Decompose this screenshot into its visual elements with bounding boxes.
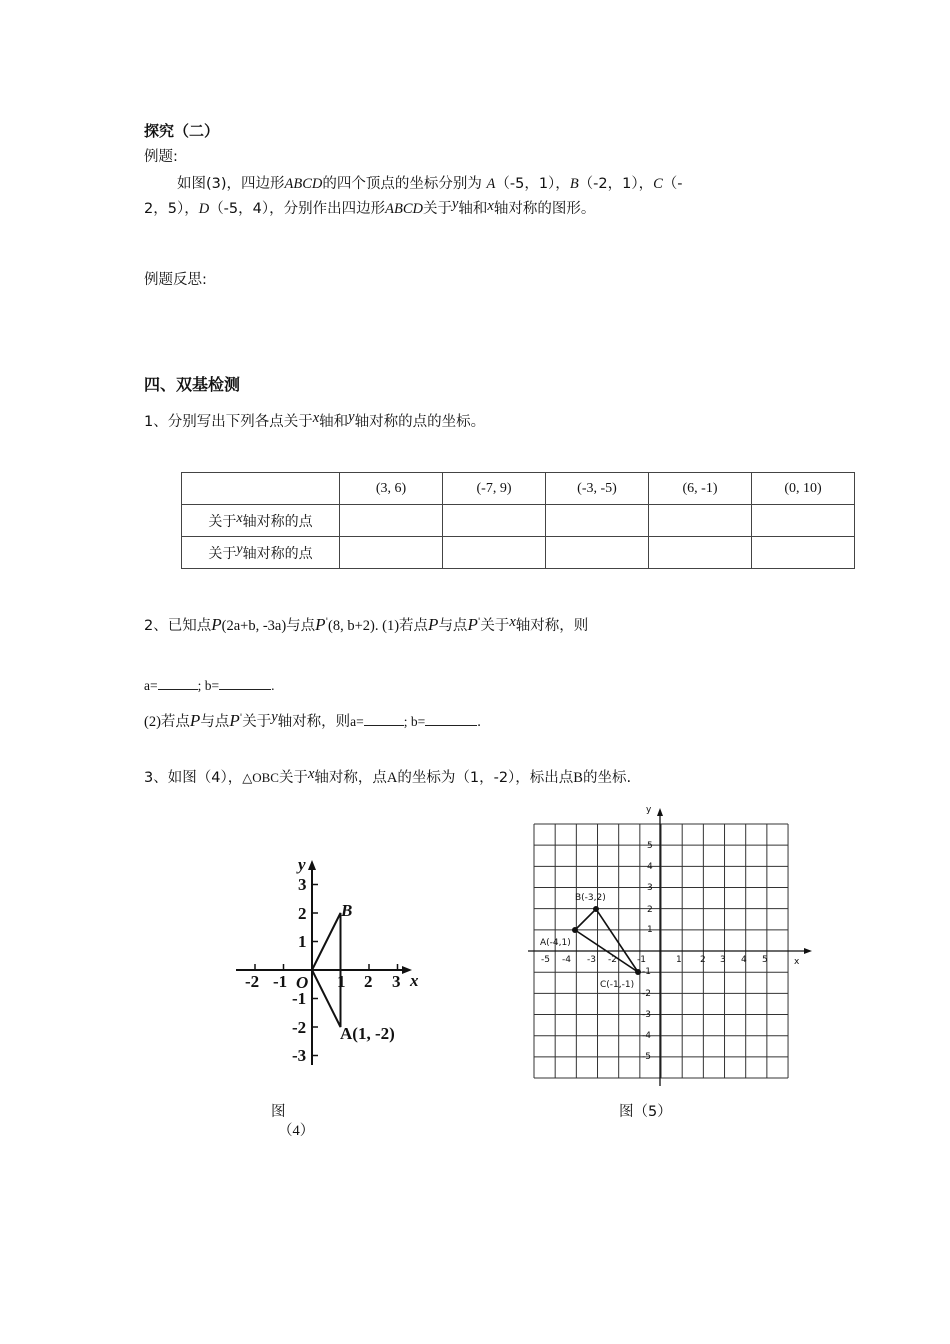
q2-p-coord: (2a+b, -3a): [221, 618, 287, 634]
q2-b-label2: ; b=: [403, 714, 426, 729]
fig5-y-tick-label: -5: [642, 1052, 651, 1062]
q3-b: B: [573, 770, 583, 786]
fig5-y-tick-label: 2: [647, 905, 653, 915]
row-x-var: x: [236, 510, 243, 526]
fig4-y-arrow: [308, 860, 316, 870]
q2-period2: .: [477, 714, 481, 730]
question-2-line-2: [144, 710, 481, 731]
fig4-caption-2: （4）: [278, 1123, 315, 1139]
table-header: (0, 10): [752, 473, 855, 505]
q1-prefix: 1、分别写出下列各点关于: [144, 414, 313, 430]
answer-blank-b2[interactable]: [425, 713, 477, 726]
point-a-label: A: [486, 176, 496, 192]
fig4-x-tick-label: -2: [245, 972, 260, 991]
answer-cell[interactable]: [443, 537, 546, 569]
q2-p3: P: [428, 615, 439, 634]
fig4-y-tick-label: 3: [298, 875, 307, 894]
fig5-x-tick-label: 3: [720, 955, 726, 965]
fig5-y-tick-label: 3: [647, 883, 653, 893]
point-b-coord: （-2，1），: [578, 176, 654, 192]
q2-p4: P: [467, 615, 478, 634]
answer-cell[interactable]: [752, 505, 855, 537]
q2-p: P: [211, 615, 222, 634]
example-line-2: [144, 197, 595, 218]
answer-cell[interactable]: [649, 537, 752, 569]
table-header: (3, 6): [340, 473, 443, 505]
fig5-point-b: [593, 906, 599, 912]
q2-b-label: ; b=: [197, 678, 220, 693]
q3-mid: 轴对称，点: [314, 770, 387, 786]
line2-end: 轴对称的图形。: [493, 201, 596, 217]
figure-4: [230, 850, 450, 1075]
q2-with3: 与点: [200, 714, 230, 730]
q2-p5: P: [189, 711, 201, 730]
q2-if: 若点: [399, 618, 429, 634]
line2-about: 关于: [422, 201, 452, 217]
example-label: 例题:: [144, 149, 178, 165]
row-y-prefix: 关于: [208, 545, 237, 562]
answer-blank-a[interactable]: [158, 677, 198, 690]
answer-cell[interactable]: [443, 505, 546, 537]
q2-prime2: ': [477, 617, 481, 628]
table-header: (6, -1): [649, 473, 752, 505]
fig4-caption-1: 图: [271, 1104, 286, 1120]
q2-start: 2、已知点: [144, 618, 212, 634]
fig5-y-tick-label: -3: [642, 1010, 651, 1020]
line2-x-var: x: [487, 198, 494, 214]
row-x-label: [182, 505, 340, 537]
fig4-x-tick-label: 1: [337, 972, 346, 991]
q3-start: 3、如图（4），: [144, 770, 243, 786]
fig5-triangle: [575, 909, 638, 972]
q2-then: 轴对称，则: [515, 618, 589, 634]
fig4-y-label: y: [298, 855, 306, 874]
table-header: (-3, -5): [546, 473, 649, 505]
fig5-x-tick-label: -2: [608, 955, 617, 965]
q3-a: A: [386, 770, 398, 786]
q2-x-var: x: [509, 614, 516, 630]
q2-prime: ': [325, 617, 329, 628]
table-header-row: [182, 473, 855, 505]
q1-x-var: x: [312, 410, 320, 426]
q3-end: 的坐标.: [582, 770, 632, 786]
q2-p6: P: [229, 711, 240, 730]
fig4-x-tick-label: -1: [273, 972, 288, 991]
fig5-y-tick-label: -4: [642, 1031, 651, 1041]
test-title: 四、双基检测: [144, 375, 241, 394]
answer-cell[interactable]: [546, 505, 649, 537]
row-x-suffix: 轴对称的点: [242, 513, 313, 530]
row-y-suffix: 轴对称的点: [242, 545, 313, 562]
fig5-caption: 图（5）: [619, 1104, 672, 1120]
q2-p2-coord: (8, b+2). (1): [328, 618, 400, 634]
line1-quad: ABCD: [284, 176, 323, 192]
answer-blank-a2[interactable]: [364, 713, 404, 726]
answer-cell[interactable]: [752, 537, 855, 569]
fig5-y-label: y: [646, 805, 652, 815]
question-3: [144, 766, 631, 787]
fig5-x-tick-label: -5: [541, 955, 550, 965]
q2-a-label2: a=: [350, 714, 364, 729]
fig5-y-arrow: [657, 808, 663, 816]
q3-x-var: x: [307, 766, 315, 782]
fig5-y-tick-label: -2: [642, 989, 651, 999]
q3-mid2: 的坐标为（1，-2），标出点: [397, 770, 574, 786]
fig4-y-tick-label: 2: [298, 904, 307, 923]
q2-prime3: ': [239, 713, 243, 724]
answer-cell[interactable]: [340, 537, 443, 569]
fig4-x-tick-label: 3: [392, 972, 401, 991]
q2-a-label: a=: [144, 678, 158, 693]
answer-cell[interactable]: [340, 505, 443, 537]
fig5-point-c-label: C(-1,-1): [600, 980, 635, 990]
fig5-x-tick-label: -3: [587, 955, 596, 965]
fig4-y-tick-label: -3: [292, 1046, 307, 1065]
fig5-x-tick-label: 5: [762, 955, 768, 965]
figure-5: [520, 800, 820, 1090]
q3-tri: △OBC: [242, 770, 279, 785]
fig5-x-tick-label: -1: [637, 955, 646, 965]
row-x-prefix: 关于: [208, 513, 237, 530]
row-y-var: y: [236, 541, 243, 557]
table-row-x: [182, 505, 855, 537]
question-1: [144, 410, 485, 431]
fig5-x-tick-label: 2: [700, 955, 706, 965]
row-y-label: [182, 537, 340, 569]
fig5-point-a: [572, 927, 578, 933]
question-2-answer-1: [144, 677, 274, 694]
point-c-coord-start: （-: [662, 176, 683, 192]
line2-c-end: 2，5），: [144, 201, 199, 217]
point-d-label: D: [198, 201, 210, 217]
q2-then2: 轴对称，则: [277, 714, 351, 730]
q2-with: 与点: [286, 618, 316, 634]
table-header: (-7, 9): [443, 473, 546, 505]
question-2-line-1: [144, 614, 588, 635]
fig5-point-c: [635, 969, 641, 975]
q2-if2: 若点: [160, 714, 190, 730]
line2-quad: ABCD: [385, 201, 423, 217]
fig4-point-a-label: A(1, -2): [340, 1024, 395, 1043]
fig5-x-tick-label: -4: [562, 955, 571, 965]
q2-part2: (2): [144, 714, 161, 730]
fig5-y-tick-label: -1: [642, 967, 651, 977]
symmetry-table: [181, 472, 855, 569]
fig5-x-arrow: [804, 948, 812, 954]
reflection-label: 例题反思:: [144, 272, 207, 288]
point-d-coord: （-5，4），分别作出四边形: [209, 201, 386, 217]
answer-cell[interactable]: [649, 505, 752, 537]
fig4-y-tick-label: -1: [292, 989, 307, 1008]
table-row-y: [182, 537, 855, 569]
point-a-coord: （-5，1），: [495, 176, 570, 192]
fig5-y-tick-label: 5: [647, 841, 653, 851]
table-corner-cell: [182, 473, 340, 505]
q2-y-var: y: [271, 709, 278, 725]
fig4-x-label: x: [410, 971, 419, 990]
fig4-origin-label: O: [296, 973, 309, 992]
q2-about2: 关于: [242, 714, 272, 730]
q2-with2: 与点: [438, 618, 468, 634]
q2-p2: P: [315, 615, 326, 634]
q2-about: 关于: [480, 618, 510, 634]
fig5-x-tick-label: 4: [741, 955, 747, 965]
fig4-y-tick-label: 1: [298, 932, 307, 951]
line2-and: 轴和: [458, 201, 488, 217]
q1-y-var: y: [348, 409, 355, 425]
line2-y-var: y: [451, 196, 459, 212]
fig4-x-tick-label: 2: [364, 972, 373, 991]
q2-period: .: [271, 678, 275, 693]
point-c-label: C: [653, 176, 663, 192]
fig5-y-tick-label: 4: [647, 862, 653, 872]
fig5-x-tick-label: 1: [676, 955, 682, 965]
fig5-y-tick-label: 1: [647, 925, 653, 935]
line1-prefix: 如图(3)，四边形: [177, 176, 285, 192]
q1-end: 轴对称的点的坐标。: [354, 414, 486, 430]
example-line-1: [177, 172, 683, 193]
point-b-label: B: [569, 176, 579, 192]
explore-title: 探究（二）: [144, 122, 220, 140]
q3-about: 关于: [278, 770, 308, 786]
answer-cell[interactable]: [546, 537, 649, 569]
fig5-point-a-label: A(-4,1): [540, 938, 571, 948]
q1-mid: 轴和: [319, 414, 349, 430]
answer-blank-b[interactable]: [219, 677, 271, 690]
fig5-x-label: x: [794, 957, 800, 967]
fig5-point-b-label: B(-3,2): [575, 893, 606, 903]
line1-mid: 的四个顶点的坐标分别为: [322, 176, 482, 192]
fig4-y-tick-label: -2: [292, 1018, 307, 1037]
fig4-point-b-label: B: [341, 901, 353, 920]
